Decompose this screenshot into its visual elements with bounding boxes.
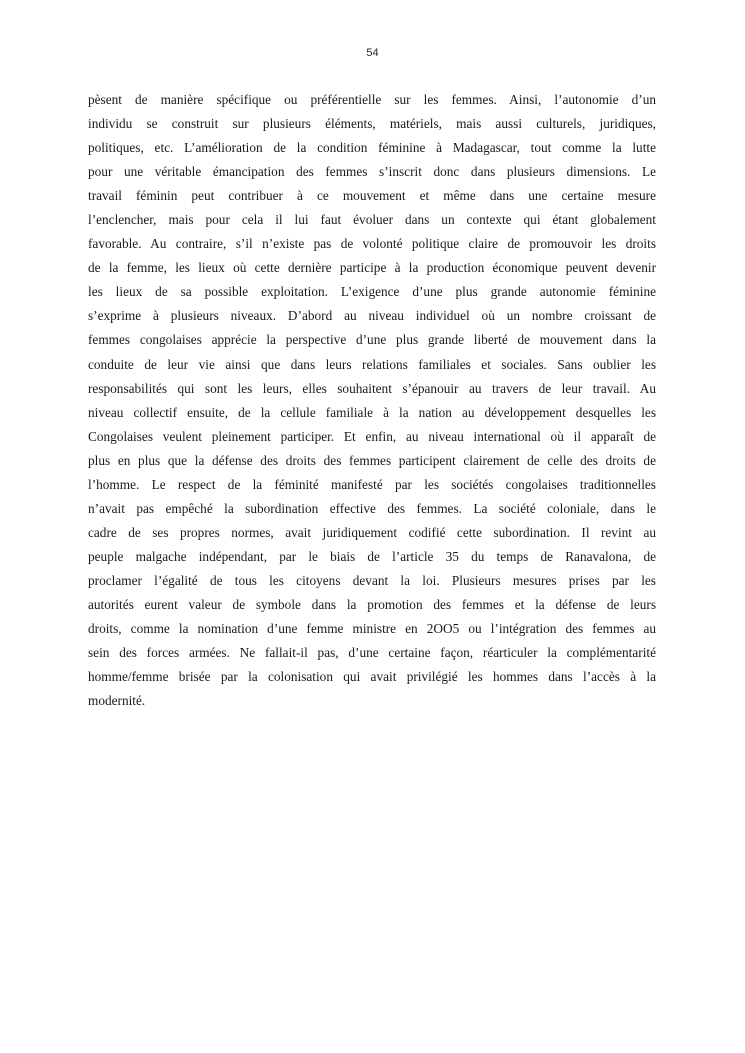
text-line: l’enclencher, mais pour cela il lui faut évoluer dans un contexte qui étant globalement: [88, 212, 656, 228]
text-line: politiques, etc. L’amélioration de la condition féminine à Madagascar, tout comme la lutte: [88, 140, 656, 156]
text-line: autorités eurent valeur de symbole dans la promotion des femmes et la défense de leurs: [88, 596, 656, 612]
text-line: conduite de leur vie ainsi que dans leurs relations familiales et sociales. Sans oublier les: [88, 356, 656, 372]
text-line: de la femme, les lieux où cette dernière participe à la production économique peuvent devenir: [88, 260, 656, 276]
text-line: niveau collectif ensuite, de la cellule familiale à la nation au développement desquelles les: [88, 404, 656, 420]
text-line: cadre de ses propres normes, avait juridiquement codifié cette subordination. Il revint au: [88, 524, 656, 540]
text-line-last: modernité.: [88, 693, 146, 709]
body-paragraph: [88, 88, 656, 713]
text-line: pour une véritable émancipation des femmes s’inscrit donc dans plusieurs dimensions. Le: [88, 164, 656, 180]
text-line: homme/femme brisée par la colonisation qui avait privilégié les hommes dans l’accès à la: [88, 669, 656, 685]
text-line: sein des forces armées. Ne fallait-il pas, d’une certaine façon, réarticuler la complémentarité: [88, 645, 656, 661]
text-line: favorable. Au contraire, s’il n’existe pas de volonté politique claire de promouvoir les droits: [88, 236, 656, 252]
text-line: s’exprime à plusieurs niveaux. D’abord au niveau individuel où un nombre croissant de: [88, 308, 656, 324]
text-line: Congolaises veulent pleinement participer. Et enfin, au niveau international où il apparaît de: [88, 428, 656, 444]
page-number: 54: [366, 47, 379, 59]
text-line: individu se construit sur plusieurs éléments, matériels, mais aussi culturels, juridiques,: [88, 116, 656, 132]
text-line: travail féminin peut contribuer à ce mouvement et même dans une certaine mesure: [88, 188, 656, 204]
text-line: l’homme. Le respect de la féminité manifesté par les sociétés congolaises traditionnelles: [88, 476, 656, 492]
text-line: les lieux de sa possible exploitation. L’exigence d’une plus grande autonomie féminine: [88, 284, 656, 300]
text-line: peuple malgache indépendant, par le biais de l’article 35 du temps de Ranavalona, de: [88, 548, 656, 564]
text-line: proclamer l’égalité de tous les citoyens devant la loi. Plusieurs mesures prises par les: [88, 572, 656, 588]
text-line: n’avait pas empêché la subordination effective des femmes. La société coloniale, dans le: [88, 500, 656, 516]
text-line: plus en plus que la défense des droits des femmes participent clairement de celle des droits de: [88, 452, 656, 468]
text-line: femmes congolaises apprécie la perspective d’une plus grande liberté de mouvement dans la: [88, 332, 656, 348]
text-line: droits, comme la nomination d’une femme ministre en 2OO5 ou l’intégration des femmes au: [88, 621, 656, 637]
text-line: pèsent de manière spécifique ou préférentielle sur les femmes. Ainsi, l’autonomie d’un: [88, 92, 656, 107]
text-line: responsabilités qui sont les leurs, elles souhaitent s’épanouir au travers de leur travail. Au: [88, 380, 656, 396]
